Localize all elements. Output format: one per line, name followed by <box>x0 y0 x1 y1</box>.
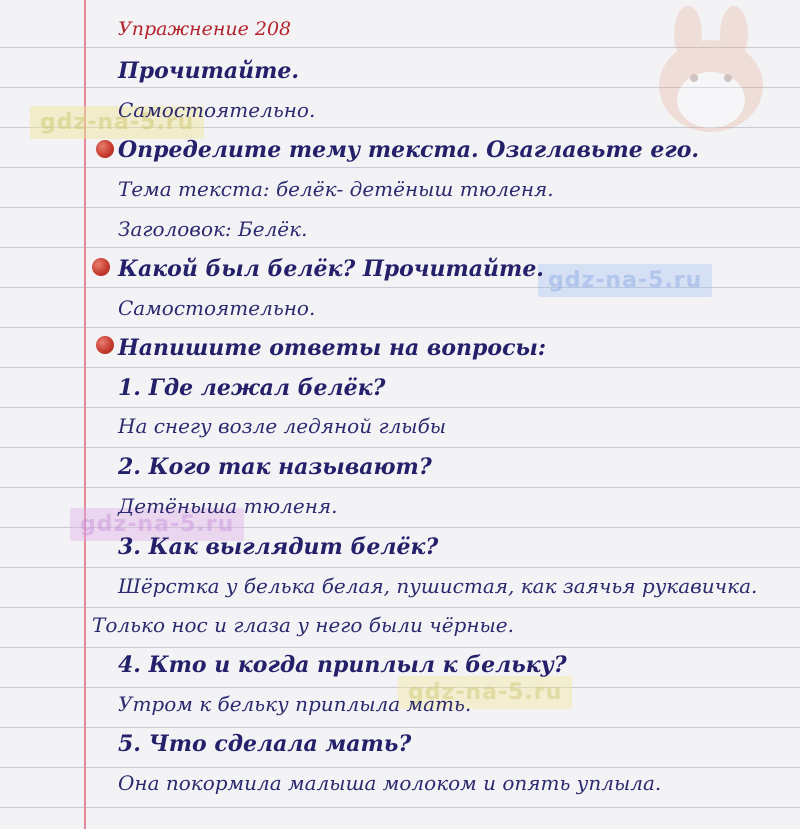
exercise-title: Упражнение 208 <box>118 18 292 40</box>
answer-line: Самостоятельно. <box>118 98 316 122</box>
answer-line: Самостоятельно. <box>118 296 316 320</box>
task-line: 2. Кого так называют? <box>118 454 432 480</box>
task-line: 1. Где лежал белёк? <box>118 375 386 401</box>
task-line: Прочитайте. <box>118 58 300 84</box>
watermark: gdz-na-5.ru <box>538 264 712 297</box>
watermark: gdz-na-5.ru <box>70 508 244 541</box>
bullet-icon <box>96 336 114 354</box>
answer-line: Шёрстка у белька белая, пушистая, как заячья рукавичка. <box>118 574 758 598</box>
answer-line: Утром к бельку приплыла мать. <box>118 692 472 716</box>
bunny-logo-icon <box>650 4 772 136</box>
task-line: Какой был белёк? Прочитайте. <box>118 256 544 282</box>
task-line: 5. Что сделала мать? <box>118 731 412 757</box>
bullet-icon <box>92 258 110 276</box>
answer-line: Только нос и глаза у него были чёрные. <box>92 613 514 637</box>
answer-line: Заголовок: Белёк. <box>118 217 308 241</box>
watermark: gdz-na-5.ru <box>30 106 204 139</box>
task-line: Определите тему текста. Озаглавьте его. <box>118 137 700 163</box>
watermark: gdz-na-5.ru <box>398 676 572 709</box>
answer-line: Тема текста: белёк- детёныш тюленя. <box>118 177 554 201</box>
task-line: 4. Кто и когда приплыл к бельку? <box>118 652 567 678</box>
answer-line: Она покормила малыша молоком и опять уплыла. <box>118 771 662 795</box>
answer-line: На снегу возле ледяной глыбы <box>118 414 447 438</box>
answer-line: Детёныша тюленя. <box>118 494 338 518</box>
bullet-icon <box>96 140 114 158</box>
task-line: 3. Как выглядит белёк? <box>118 534 439 560</box>
task-line: Напишите ответы на вопросы: <box>118 335 546 361</box>
